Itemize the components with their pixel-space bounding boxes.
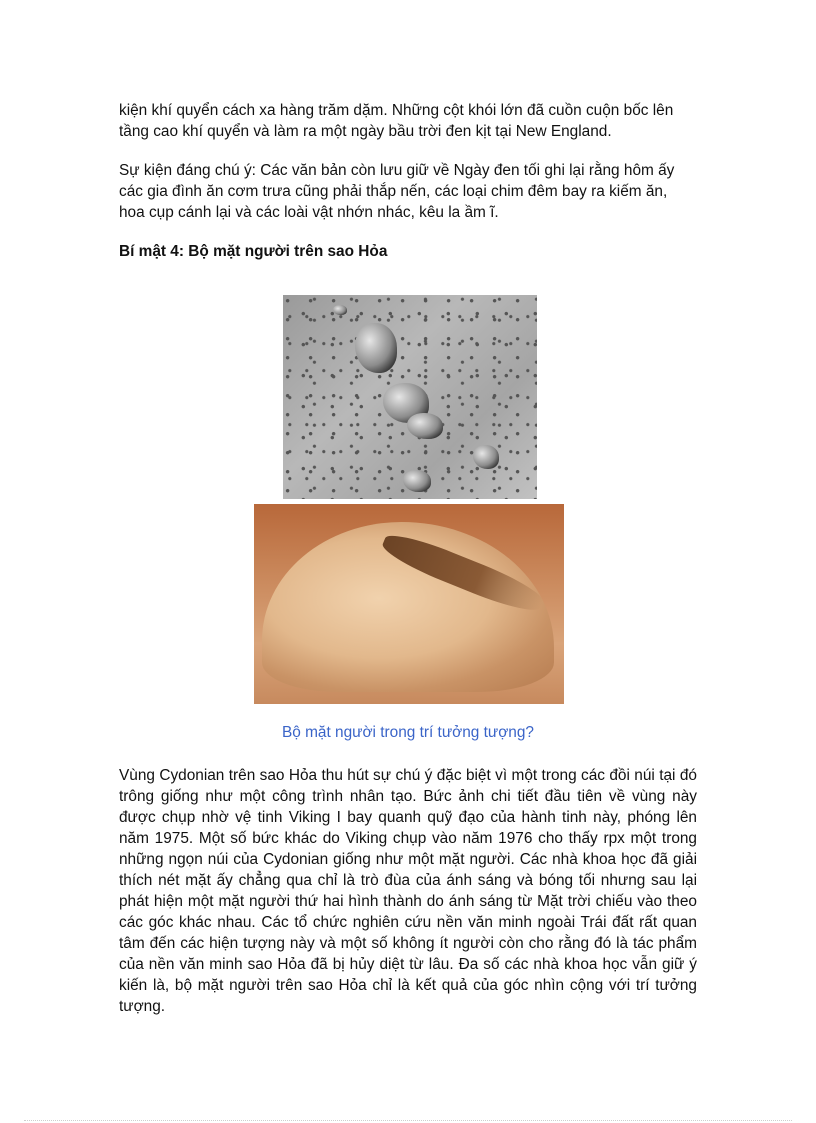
main-paragraph: Vùng Cydonian trên sao Hỏa thu hút sự chú ý đặc biệt vì một trong các đồi núi tại đó trông giống như một công trình nhân tạo. Bức ảnh chi tiết đầu tiên về vùng này được chụp nhờ vệ tinh Viking I bay quanh quỹ đạo của hành tinh này, phóng lên năm 1975. Một số bức khác do Viking chụp vào năm 1976 cho thấy rpx một trong những ngọn núi của Cydonian giống như một mặt người. Các nhà khoa học đã giải thích nét mặt ấy chẳng qua chỉ là trò đùa của ánh sáng và bóng tối nhưng sau lại phát hiện một mặt người thứ hai hình thành do ánh sáng từ Mặt trời chiếu vào theo các góc khác nhau. Các tổ chức nghiên cứu nền văn minh ngoài Trái đất rất quan tâm đến các hiện tượng này và một số không ít người còn cho rằng đó là tác phẩm của nền văn minh sao Hỏa đã bị hủy diệt từ lâu. Đa số các nhà khoa học vẫn giữ ý kiến là, bộ mặt người trên sao Hỏa chỉ là kết quả của góc nhìn cộng với trí tưởng tượng.	[119, 767, 697, 1015]
document-page	[119, 100, 697, 262]
figure-caption: Bộ mặt người trong trí tưởng tượng?	[282, 724, 534, 741]
main-text-block	[119, 765, 697, 1017]
mars-face-closeup-photo	[254, 504, 564, 704]
note-paragraph: Sự kiện đáng chú ý: Các văn bản còn lưu giữ về Ngày đen tối ghi lại rằng hôm ấy các gia đình ăn cơm trưa cũng phải thắp nến, các loại chim đêm bay ra kiếm ăn, hoa cụp cánh lại và các loài vật nhớn nhác, kêu la ầm ĩ.	[119, 162, 675, 221]
intro-paragraph: kiện khí quyển cách xa hàng trăm dặm. Những cột khói lớn đã cuồn cuộn bốc lên tầng cao khí quyển và làm ra một ngày bầu trời đen kịt tại New England.	[119, 102, 674, 140]
section-heading: Bí mật 4: Bộ mặt người trên sao Hỏa	[119, 243, 388, 260]
page-footer-divider	[24, 1120, 792, 1121]
mars-face-viking-photo	[283, 295, 537, 499]
